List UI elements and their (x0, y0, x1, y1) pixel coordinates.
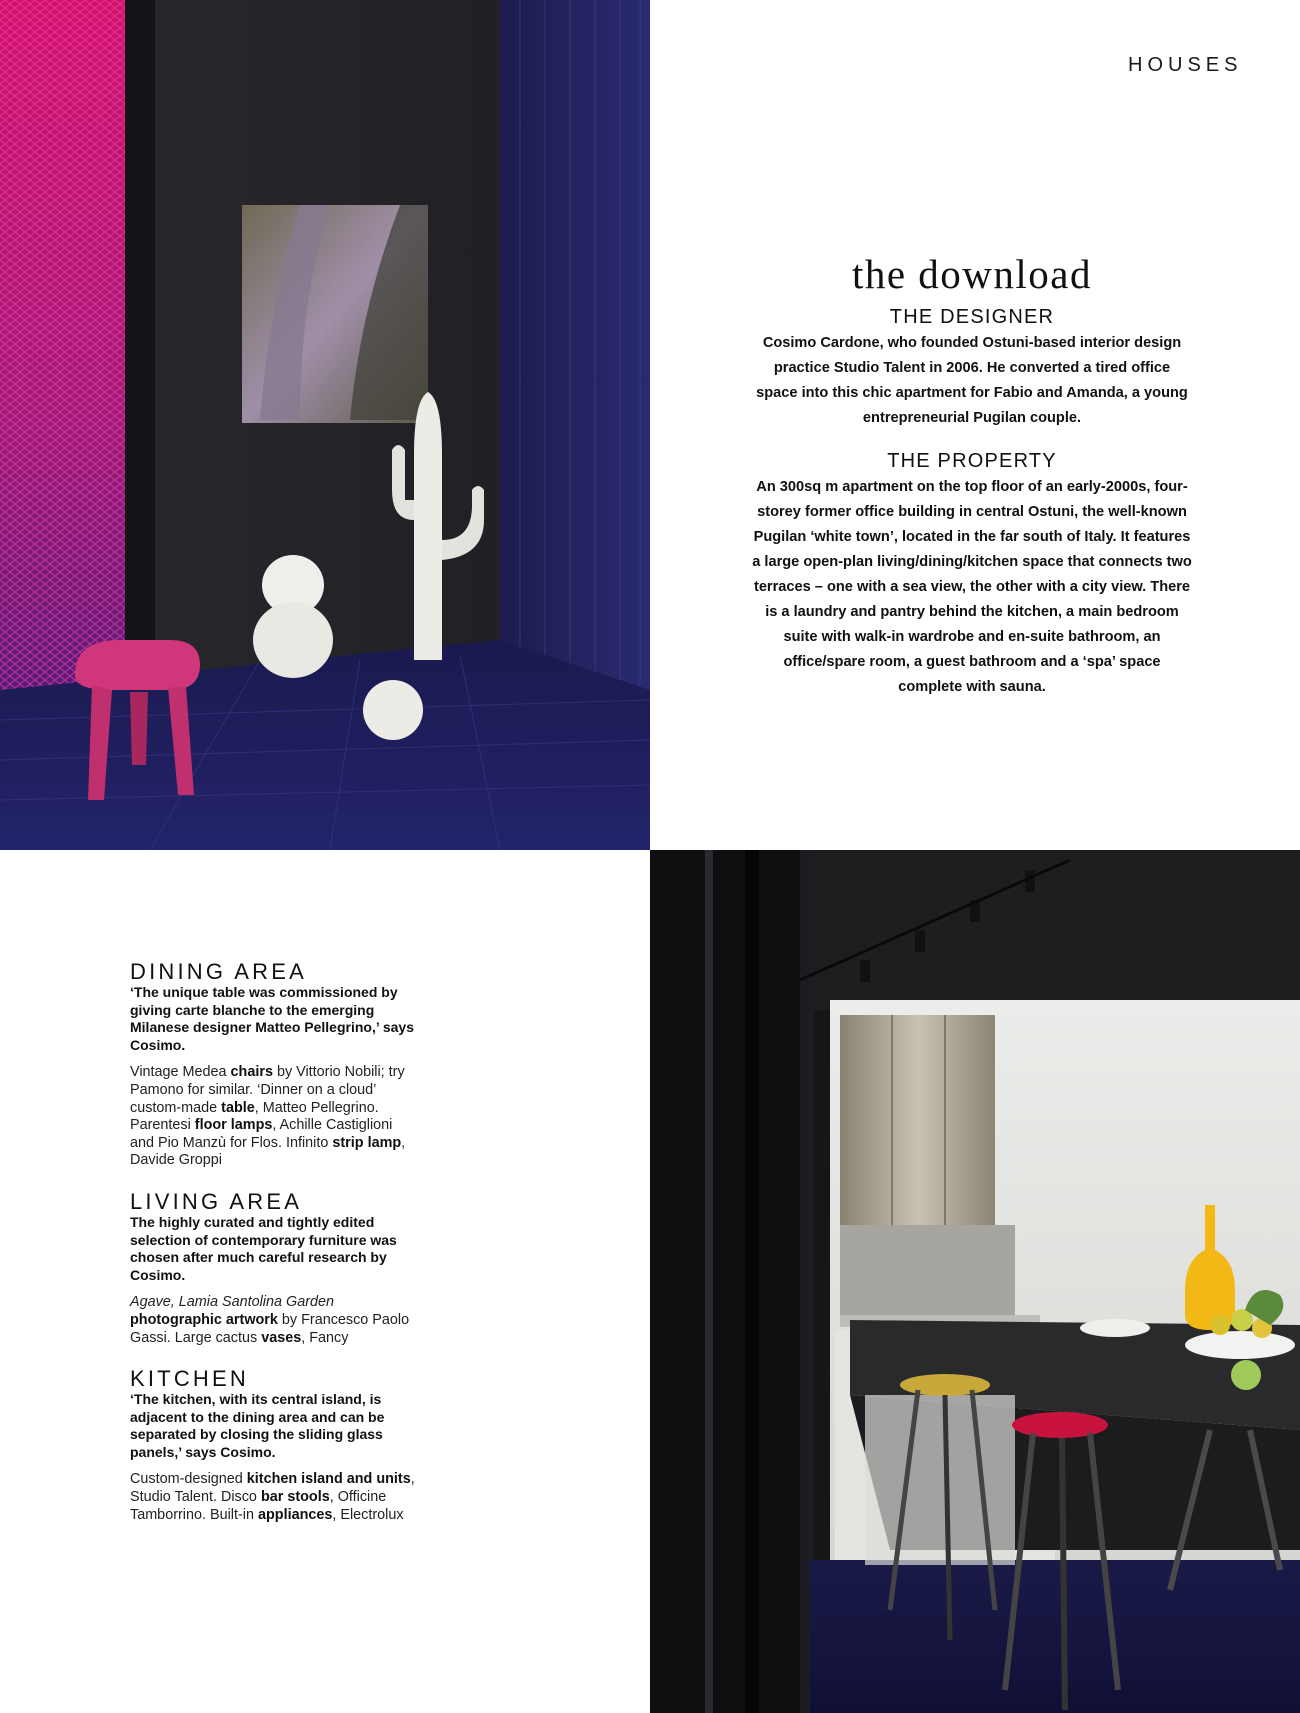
kitchen-credits: Custom-designed kitchen island and units, Studio Talent. Disco bar stools, Officine Tamborrino. Built-in appliances, Electrolux (130, 1471, 415, 1523)
dining-area-heading: DINING AREA (130, 959, 308, 984)
property-text: An 300sq m apartment on the top floor of an early-2000s, four-storey former office building in central Ostuni, the well-known Pugilan ‘white town’, located in the far south of Italy. It features a large open-plan living/dining/kitchen space that connects two terraces – one with a sea view, the other with a city view. There is a laundry and pantry behind the kitchen, a main bedroom suite with walk-in wardrobe and en-suite bathroom, an office/spare room, a guest bathroom and a ‘spa’ space complete with sauna. (752, 479, 1192, 695)
download-title: the download (851, 251, 1093, 297)
kitchen-quote: ‘The kitchen, with its central island, is adjacent to the dining area and can be separated by closing the sliding glass panels,’ says Cosimo. (130, 1391, 385, 1460)
living-area-quote: The highly curated and tightly edited selection of contemporary furniture was chosen after much careful research by Cosimo. (130, 1213, 397, 1283)
section-tag: HOUSES (1128, 54, 1243, 76)
kitchen-photo (650, 850, 1300, 1713)
designer-text: Cosimo Cardone, who founded Ostuni-based interior design practice Studio Talent in 2006. He converted a tired office space into this chic apartment for Fabio and Amanda, a young entrepreneurial Pugilan couple. (756, 335, 1188, 426)
credits-column (130, 960, 415, 1544)
property-heading: THE PROPERTY (887, 450, 1057, 472)
dining-area-credits: Vintage Medea chairs by Vittorio Nobili; try Pamono for similar. ‘Dinner on a cloud’ custom-made table, Matteo Pellegrino. Parentesi floor lamps, Achille Castiglioni and Pio Manzù for Flos. Infinito strip lamp, Davide Groppi (130, 1064, 406, 1169)
the-download-panel (752, 250, 1192, 719)
designer-heading: THE DESIGNER (889, 306, 1055, 328)
living-area-photo (0, 0, 650, 850)
dining-area-quote: ‘The unique table was commissioned by giving carte blanche to the emerging Milanese designer Matteo Pellegrino,’ says Cosimo. (130, 984, 414, 1053)
kitchen-heading: KITCHEN (130, 1366, 249, 1392)
living-area-credits: Agave, Lamia Santolina Garden photographic artwork by Francesco Paolo Gassi. Large cactus vases, Fancy (130, 1294, 410, 1346)
living-area-heading: LIVING AREA (130, 1188, 303, 1214)
